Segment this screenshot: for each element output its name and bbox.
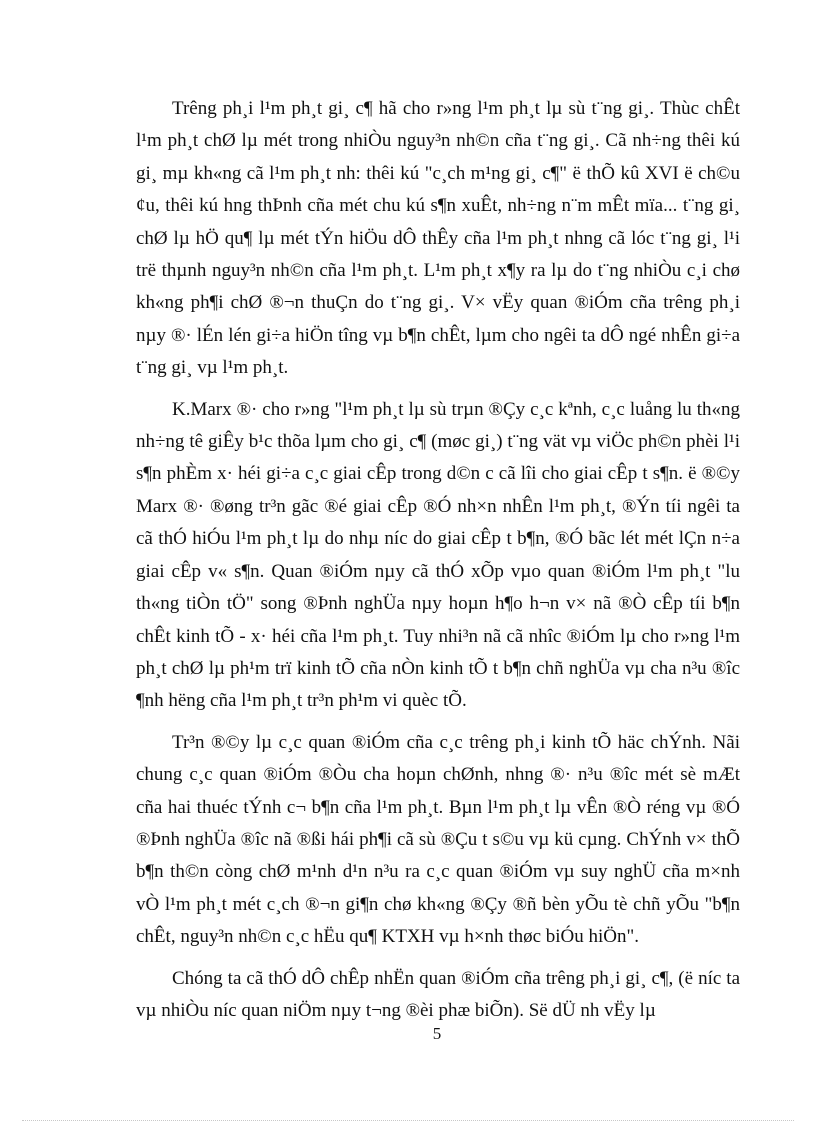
paragraph-acceptance: Chóng ta cã thÓ dÔ chÊp nhËn quan ®iÓm cña trêng ph¸i gi¸ c¶, (ë níc ta vµ nhiÒu níc quan niÖm nµy t¬ng ®èi phæ biÕn). Së dÜ nh vËy lµ — [136, 967, 740, 1021]
page-bottom-divider — [22, 1120, 794, 1121]
paragraph-summary: Tr³n ®©y lµ c¸c quan ®iÓm cña c¸c trêng ph¸i kinh tÕ häc chÝnh. Nãi chung c¸c quan ®iÓm ®Òu cha hoµn chØnh, nhng ®· n³u ®îc mét sè mÆt cña hai thuéc tÝnh c¬ b¶n cña l¹m ph¸t. Bµn l¹m ph¸t lµ vÊn ®Ò réng vµ ®Ó ®Þnh nghÜa ®îc nã ®ßi hái ph¶i cã sù ®Çu t s©u vµ kü cµng. ChÝnh v× thÕ b¶n th©n còng chØ m¹nh d¹n n³u ra c¸c quan ®iÓm vµ suy nghÜ cña m×nh vÒ l¹m ph¸t mét c¸ch ®¬n gi¶n chø kh«ng ®Çy ®ñ bèn yÕu tè chñ yÕu "b¶n chÊt, nguy³n nh©n c¸c hËu qu¶ KTXH vµ h×nh thøc biÓu hiÖn". — [136, 731, 740, 948]
document-body — [136, 93, 740, 1036]
paragraph-marx-view: K.Marx ®· cho r»ng "l¹m ph¸t lµ sù trµn ®Çy c¸c kªnh, c¸c luång lu th«ng nh÷ng tê giÊy b¹c thõa lµm cho gi¸ c¶ (møc gi¸) t¨ng vät vµ viÖc ph©n phèi l¹i s¶n phÈm x· héi gi÷a c¸c giai cÊp trong d©n c cã lîi cho giai cÊp t s¶n. ë ®©y Marx ®· ®øng tr³n gãc ®é giai cÊp ®Ó nh×n nhÊn l¹m ph¸t, ®Ýn tíi ngêi ta cã thÓ hiÓu l¹m ph¸t lµ do nhµ níc do giai cÊp t b¶n, ®Ó bãc lét mét lÇn n÷a giai cÊp v« s¶n. Quan ®iÓm nµy cã thÓ xÕp vµo quan ®iÓm l¹m ph¸t "lu th«ng tiÒn tÖ" song ®Þnh nghÜa nµy hoµn h¶o h¬n v× nã ®Ò cÊp tíi b¶n chÊt kinh tÕ - x· héi cña l¹m ph¸t. Tuy nhi³n nã cã nhîc ®iÓm lµ cho r»ng l¹m ph¸t chØ lµ ph¹m trï kinh tÕ cña nÒn kinh tÕ t b¶n chñ nghÜa vµ cha n³u ®îc ¶nh hëng cña l¹m ph¸t tr³n ph¹m vi quèc tÕ. — [136, 398, 740, 712]
paragraph-price-school: Trêng ph¸i l¹m ph¸t gi¸ c¶ hã cho r»ng l¹m ph¸t lµ sù t¨ng gi¸. Thùc chÊt l¹m ph¸t chØ lµ mét trong nhiÒu nguy³n nh©n cña t¨ng gi¸. Cã nh÷ng thêi kú gi¸ mµ kh«ng cã l¹m ph¸t nh: thêi kú "c¸ch m¹ng gi¸ c¶" ë thÕ kû XVI ë ch©u ¢u, thêi kú hng thÞnh cña mét chu kú s¶n xuÊt, nh÷ng n¨m mÊt mïa... t¨ng gi¸ chØ lµ hÖ qu¶ lµ mét tÝn hiÖu dÔ thÊy cña l¹m ph¸t nhng cã lóc t¨ng gi¸ l¹i trë thµnh nguy³n nh©n cña l¹m ph¸t. L¹m ph¸t x¶y ra lµ do t¨ng nhiÒu c¸i chø kh«ng ph¶i chØ ®¬n thuÇn do t¨ng gi¸. V× vËy quan ®iÓm cña trêng ph¸i nµy ®· lÉn lén gi÷a hiÖn tîng vµ b¶n chÊt, lµm cho ngêi ta dÔ ngé nhÊn gi÷a t¨ng gi¸ vµ l¹m ph¸t. — [136, 98, 740, 379]
page-number: 5 — [432, 1024, 442, 1043]
